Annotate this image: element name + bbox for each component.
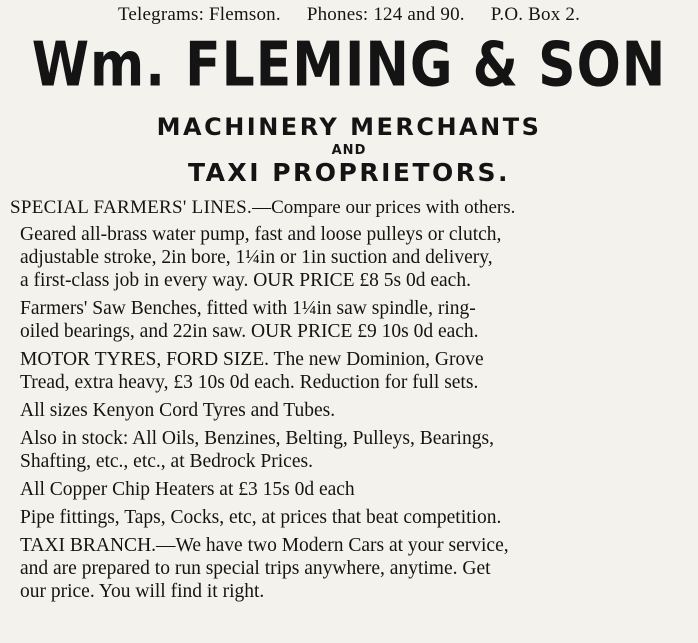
item-stock — [20, 427, 692, 473]
contact-line — [0, 4, 698, 26]
item-line: Shafting, etc., etc., at Bedrock Prices. — [20, 451, 313, 472]
item-saw-benches — [20, 297, 692, 343]
item-line: TAXI BRANCH.—We have two Modern Cars at your service, — [20, 535, 509, 556]
item-pipe-fittings — [20, 506, 692, 529]
item-line: our price. You will find it right. — [20, 581, 265, 602]
item-taxi-branch — [20, 534, 692, 603]
item-line: MOTOR TYRES, FORD SIZE. The new Dominion, Grove — [20, 349, 484, 370]
item-line: Tread, extra heavy, £3 10s 0d each. Reduction for full sets. — [20, 372, 479, 393]
item-line: All sizes Kenyon Cord Tyres and Tubes. — [20, 400, 336, 421]
item-heaters — [20, 478, 692, 501]
special-lines-intro — [10, 197, 692, 219]
trade-line-machinery: MACHINERY MERCHANTS — [156, 113, 542, 141]
item-line: a first-class job in every way. OUR PRICE £8 5s 0d each. — [20, 270, 471, 291]
advert-body — [10, 197, 692, 608]
item-line: Also in stock: All Oils, Benzines, Belting, Pulleys, Bearings, — [20, 428, 494, 449]
item-kenyon-tyres — [20, 399, 692, 422]
po-box-text: P.O. Box 2. — [490, 4, 581, 25]
item-line: All Copper Chip Heaters at £3 15s 0d each — [20, 479, 355, 500]
phones-text: Phones: 124 and 90. — [306, 4, 465, 25]
trade-line-taxi: TAXI PROPRIETORS. — [187, 158, 511, 187]
item-line: Pipe fittings, Taps, Cocks, etc, at prices that beat competition. — [20, 507, 502, 528]
item-line: and are prepared to run special trips anywhere, anytime. Get — [20, 558, 491, 579]
item-water-pump — [20, 223, 692, 292]
item-line: oiled bearings, and 22in saw. OUR PRICE £9 10s 0d each. — [20, 321, 479, 342]
firm-name: Wm. FLEMING & SON — [31, 30, 667, 101]
item-line: adjustable stroke, 2in bore, 1¼in or 1in suction and delivery, — [20, 247, 493, 268]
item-line: Farmers' Saw Benches, fitted with 1¼in saw spindle, ring- — [20, 298, 476, 319]
item-line: Geared all-brass water pump, fast and loose pulleys or clutch, — [20, 224, 502, 245]
item-motor-tyres — [20, 348, 692, 394]
special-lines-text: —Compare our prices with others. — [252, 197, 516, 218]
trade-line-and: AND — [331, 143, 367, 158]
telegrams-text: Telegrams: Flemson. — [117, 4, 281, 25]
special-lines-label: SPECIAL FARMERS' LINES. — [10, 197, 253, 218]
